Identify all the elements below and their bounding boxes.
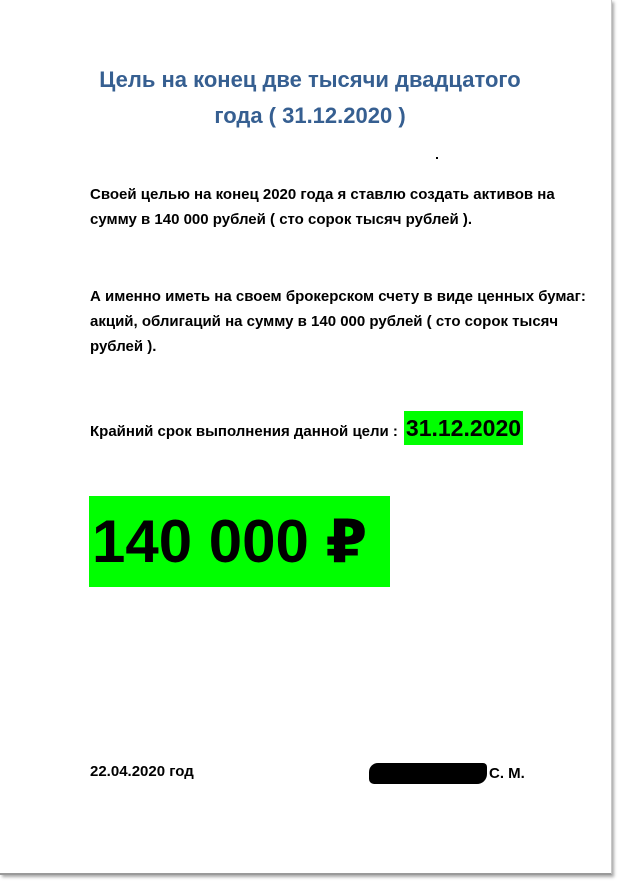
goal-paragraph: Своей целью на конец 2020 года я ставлю создать активов на сумму в 140 000 рублей ( сто сорок тысяч рублей ).	[90, 186, 555, 228]
signer-initials: С. М.	[489, 764, 525, 782]
document-title	[60, 62, 560, 134]
deadline-date-highlight: 31.12.2020	[404, 411, 523, 445]
deadline-label: Крайний срок выполнения данной цели :	[90, 422, 398, 440]
title-line-2: года ( 31.12.2020 )	[214, 103, 406, 128]
deadline-row	[90, 410, 523, 446]
signing-date: 22.04.2020 год	[90, 763, 194, 780]
redacted-name	[369, 763, 487, 784]
stray-dot	[436, 157, 438, 159]
goal-amount-highlight: 140 000 ₽	[89, 496, 390, 587]
signature-block	[369, 760, 525, 786]
details-paragraph: А именно иметь на своем брокерском счету в виде ценных бумаг: акций, облигаций на сумму в 140 000 рублей ( сто сорок тысяч рублей ).	[90, 288, 586, 355]
title-line-1: Цель на конец две тысячи двадцатого	[99, 67, 521, 92]
